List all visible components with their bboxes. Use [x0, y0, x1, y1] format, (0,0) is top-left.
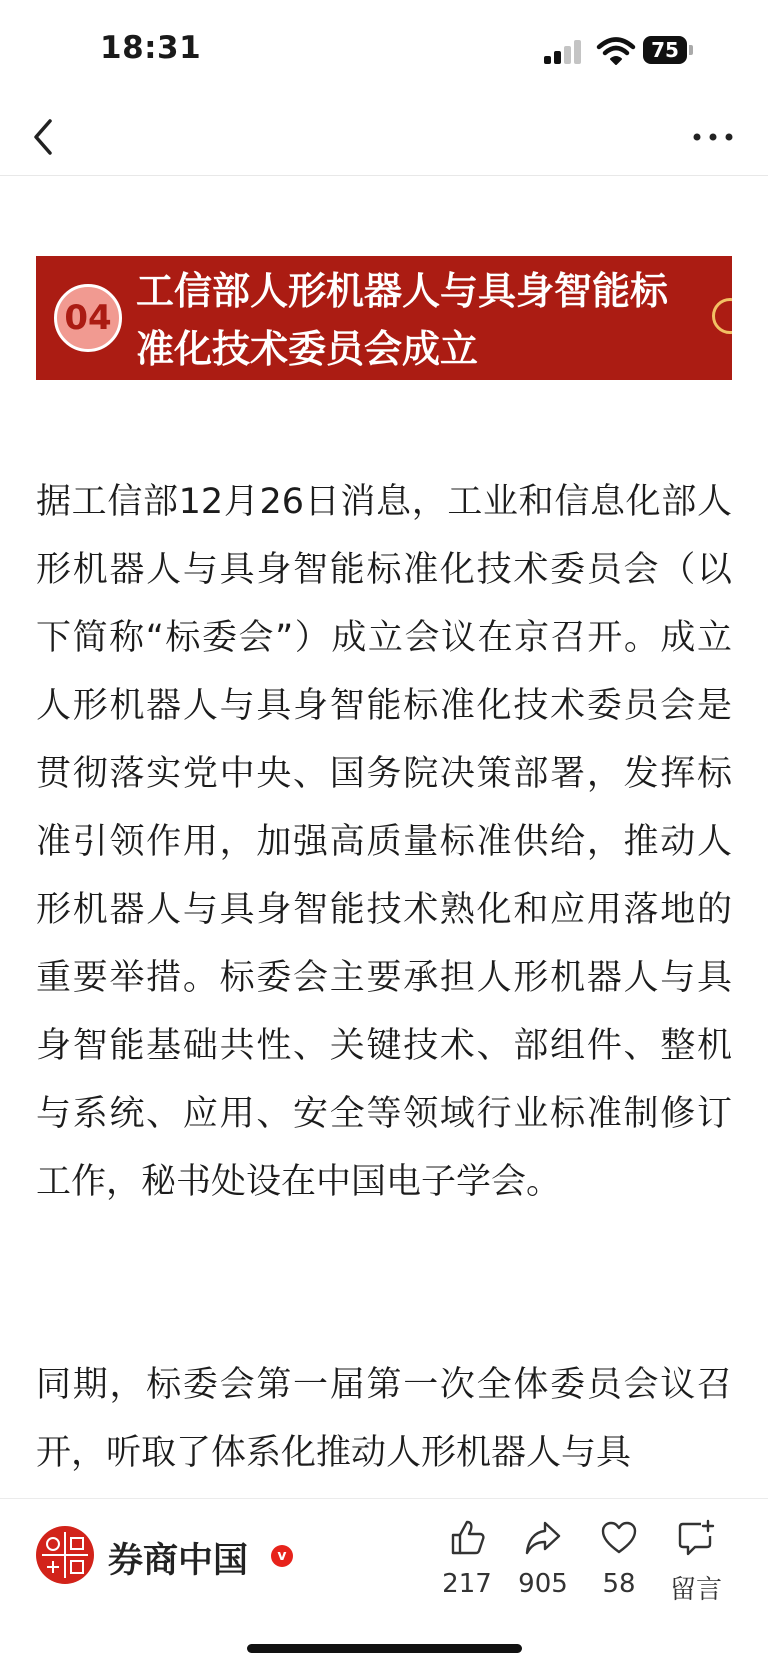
article-paragraph: 同期，标委会第一届第一次全体委员会议召开，听取了体系化推动人形机器人与具 [36, 1365, 732, 1473]
battery-icon [643, 36, 695, 66]
battery-level: 75 [643, 36, 687, 64]
back-button[interactable] [26, 115, 66, 159]
status-time: 18:31 [100, 30, 202, 66]
comment-button[interactable] [661, 1519, 731, 1606]
thumbs-up-icon [448, 1519, 486, 1557]
comment-add-icon [677, 1519, 715, 1557]
home-indicator [247, 1644, 522, 1653]
navigation-bar [0, 100, 768, 176]
wifi-icon [596, 36, 636, 66]
share-icon [524, 1519, 562, 1557]
account-name[interactable]: 券商中国 [108, 1541, 249, 1581]
share-button[interactable] [508, 1519, 578, 1599]
section-number: 04 [64, 298, 112, 338]
like-count: 217 [442, 1569, 492, 1599]
cellular-signal-icon [544, 40, 586, 64]
section-banner [36, 256, 732, 380]
bottom-action-bar [0, 1498, 768, 1666]
heart-icon [600, 1519, 638, 1557]
decorative-ring-icon [712, 298, 732, 334]
favorite-button[interactable] [584, 1519, 654, 1599]
more-options-button[interactable] [690, 122, 736, 152]
comment-label: 留言 [669, 1575, 722, 1605]
section-title: 工信部人形机器人与具身智能标准化技术委员会成立 [136, 269, 669, 371]
like-button[interactable] [432, 1519, 502, 1599]
status-bar [0, 0, 768, 100]
section-number-badge [54, 284, 122, 352]
verified-badge-icon: v [271, 1545, 293, 1567]
article-paragraph: 据工信部12月26日消息，工业和信息化部人形机器人与具身智能标准化技术委员会（以下简称“标委会”）成立会议在京召开。成立人形机器人与具身智能标准化技术委员会是贯彻落实党中央、国务院决策部署，发挥标准引领作用，加强高质量标准供给，推动人形机器人与具身智能技术熟化和应用落地的重要举措。标委会主要承担人形机器人与具身智能基础共性、关键技术、部组件、整机与系统、应用、安全等领域行业标准制修订工作，秘书处设在中国电子学会。 [36, 482, 732, 1202]
account-logo[interactable] [36, 1526, 94, 1584]
share-count: 905 [518, 1569, 568, 1599]
favorite-count: 58 [602, 1569, 636, 1599]
